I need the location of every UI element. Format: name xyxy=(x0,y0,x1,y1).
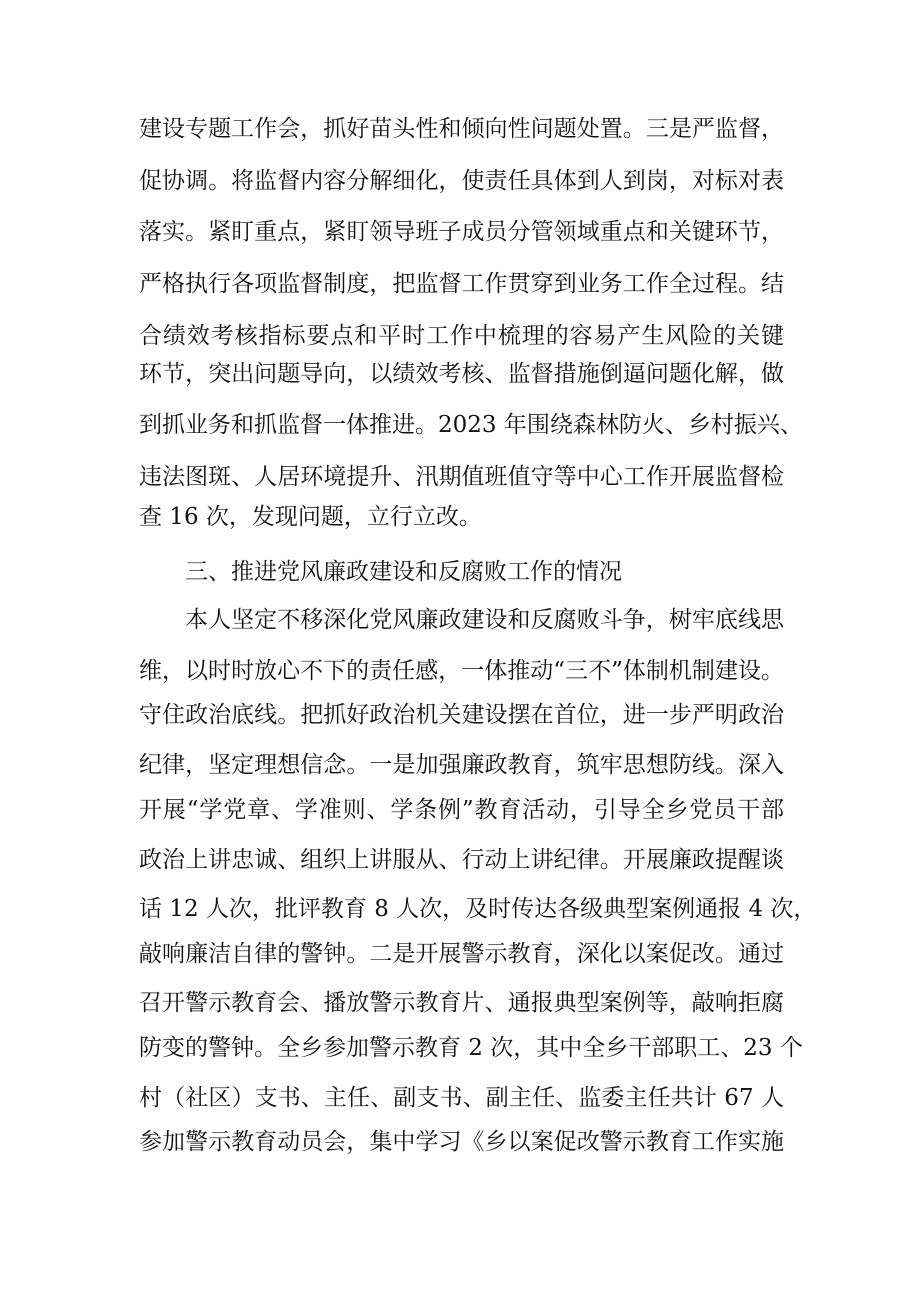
text-line: 查 16 次，发现问题，立行立改。 xyxy=(139,504,482,530)
text-line: 合绩效考核指标要点和平时工作中梳理的容易产生风险的关键 xyxy=(139,323,784,349)
text-line: 召开警示教育会、播放警示教育片、通报典型案例等，敲响拒腐 xyxy=(139,990,784,1016)
text-line: 话 12 人次，批评教育 8 人次，及时传达各级典型案例通报 4 次， xyxy=(139,896,817,922)
text-line: 纪律，坚定理想信念。一是加强廉政教育，筑牢思想防线。深入 xyxy=(139,752,784,778)
text-line: 环节，突出问题导向，以绩效考核、监督措施倒逼问题化解，做 xyxy=(139,361,784,387)
text-line: 严格执行各项监督制度，把监督工作贯穿到业务工作全过程。结 xyxy=(139,271,784,297)
text-line: 防变的警钟。全乡参加警示教育 2 次，其中全乡干部职工、23 个 xyxy=(139,1035,803,1061)
text-line: 村（社区）支书、主任、副支书、副主任、监委主任共计 67 人 xyxy=(139,1085,784,1111)
text-line: 参加警示教育动员会，集中学习《乡以案促改警示教育工作实施 xyxy=(139,1129,784,1155)
section-heading: 三、推进党风廉政建设和反腐败工作的情况 xyxy=(185,559,622,585)
text-line: 违法图斑、人居环境提升、汛期值班值守等中心工作开展监督检 xyxy=(139,464,784,490)
text-line: 开展“学党章、学准则、学条例”教育活动，引导全乡党员干部 xyxy=(139,797,784,823)
text-line: 落实。紧盯重点，紧盯领导班子成员分管领域重点和关键环节， xyxy=(139,219,784,245)
text-line: 敲响廉洁自律的警钟。二是开展警示教育，深化以案促改。通过 xyxy=(139,941,784,967)
text-line: 本人坚定不移深化党风廉政建设和反腐败斗争，树牢底线思 xyxy=(185,607,784,633)
text-line: 到抓业务和抓监督一体推进。2023 年围绕森林防火、乡村振兴、 xyxy=(139,412,803,438)
text-line: 建设专题工作会，抓好苗头性和倾向性问题处置。三是严监督， xyxy=(139,116,784,142)
text-line: 促协调。将监督内容分解细化，使责任具体到人到岗，对标对表 xyxy=(139,168,784,194)
text-line: 维，以时时放心不下的责任感，一体推动“三不”体制机制建设。 xyxy=(139,658,784,684)
text-line: 政治上讲忠诚、组织上讲服从、行动上讲纪律。开展廉政提醒谈 xyxy=(139,847,784,873)
text-line: 守住政治底线。把抓好政治机关建设摆在首位，进一步严明政治 xyxy=(139,702,784,728)
